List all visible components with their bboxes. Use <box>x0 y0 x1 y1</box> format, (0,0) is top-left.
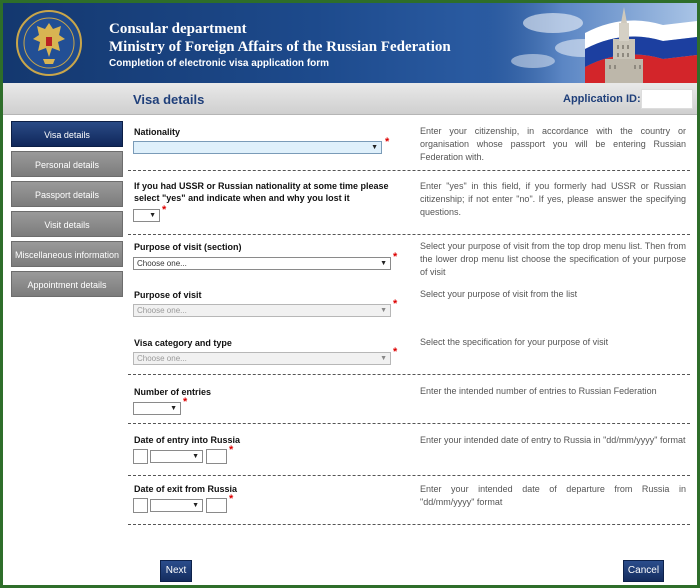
visa-category-label: Visa category and type <box>134 338 232 348</box>
visa-category-help: Select the specification for your purpose of visit <box>420 337 609 347</box>
purpose-section-label: Purpose of visit (section) <box>134 242 242 252</box>
required-marker: * <box>183 396 188 408</box>
required-marker: * <box>393 346 398 358</box>
required-marker: * <box>229 444 234 456</box>
nationality-help: Enter your citizenship, in accordance with the country or organisation whose passport you will be entering Russian Federation with. <box>420 126 686 162</box>
chevron-down-icon: ▼ <box>170 405 177 412</box>
purpose-select[interactable] <box>133 304 391 317</box>
ussr-nationality-help: Enter "yes" in this field, if you formerly had USSR or Russian citizenship; if not enter "no". If yes, please answer the specifying questions. <box>420 181 686 217</box>
header-subtitle: Completion of electronic visa application form <box>109 58 330 69</box>
entry-date-label: Date of entry into Russia <box>134 435 241 445</box>
application-id-label: Application ID: <box>563 93 641 105</box>
purpose-section-select[interactable] <box>133 257 391 270</box>
application-id-field <box>641 89 693 109</box>
chevron-down-icon: ▼ <box>192 502 199 509</box>
nationality-select[interactable] <box>133 141 382 154</box>
ussr-nationality-select[interactable] <box>133 209 160 222</box>
exit-date-help: Enter your intended date of departure from Russia in "dd/mm/yyyy" format <box>420 484 686 507</box>
purpose-group <box>128 235 690 375</box>
ministry-emblem-icon <box>15 9 83 77</box>
exit-day-input[interactable] <box>133 498 148 513</box>
purpose-section-value: Choose one... <box>137 259 187 268</box>
required-marker: * <box>229 493 234 505</box>
chevron-down-icon: ▼ <box>380 355 387 362</box>
purpose-value: Choose one... <box>137 306 187 315</box>
sidebar-item-visit-details[interactable]: Visit details <box>11 211 123 237</box>
exit-date-label: Date of exit from Russia <box>134 484 238 494</box>
entry-month-select[interactable] <box>150 450 203 463</box>
chevron-down-icon: ▼ <box>380 307 387 314</box>
cancel-button[interactable]: Cancel <box>623 560 664 582</box>
nationality-label: Nationality <box>134 127 181 137</box>
required-marker: * <box>393 298 398 310</box>
sidebar-item-visa-details[interactable]: Visa details <box>11 121 123 147</box>
sidebar-nav <box>11 121 123 301</box>
sidebar-item-appointment-details[interactable]: Appointment details <box>11 271 123 297</box>
purpose-help: Select your purpose of visit from the list <box>420 289 578 299</box>
site-header <box>3 3 697 83</box>
chevron-down-icon: ▼ <box>371 144 378 151</box>
header-ministry: Ministry of Foreign Affairs of the Russian Federation <box>109 39 451 55</box>
required-marker: * <box>393 251 398 263</box>
number-of-entries-row <box>128 375 690 424</box>
title-bar <box>3 83 697 115</box>
nationality-row <box>128 118 690 171</box>
chevron-down-icon: ▼ <box>380 260 387 267</box>
number-of-entries-label: Number of entries <box>134 387 212 397</box>
header-flag-and-building-image <box>473 3 697 83</box>
purpose-section-help: Select your purpose of visit from the top drop menu list. Then from the lower drop menu list choose the specification of your purpose of visit <box>420 241 686 277</box>
sidebar-item-passport-details[interactable]: Passport details <box>11 181 123 207</box>
exit-month-select[interactable] <box>150 499 203 512</box>
visa-category-select[interactable] <box>133 352 391 365</box>
chevron-down-icon: ▼ <box>192 453 199 460</box>
exit-date-row <box>128 476 690 525</box>
purpose-label: Purpose of visit <box>134 290 202 300</box>
sidebar-item-personal-details[interactable]: Personal details <box>11 151 123 177</box>
number-of-entries-help: Enter the intended number of entries to Russian Federation <box>420 386 657 396</box>
entry-date-help: Enter your intended date of entry to Russia in "dd/mm/yyyy" format <box>420 435 686 445</box>
required-marker: * <box>385 136 390 148</box>
chevron-down-icon: ▼ <box>149 212 156 219</box>
next-button[interactable]: Next <box>160 560 192 582</box>
header-department: Consular department <box>109 21 247 37</box>
entry-year-input[interactable] <box>206 449 227 464</box>
required-marker: * <box>162 204 167 216</box>
sidebar-item-miscellaneous-information[interactable]: Miscellaneous information <box>11 241 123 267</box>
visa-category-value: Choose one... <box>137 354 187 363</box>
number-of-entries-select[interactable] <box>133 402 181 415</box>
ussr-nationality-row <box>128 171 690 235</box>
entry-day-input[interactable] <box>133 449 148 464</box>
exit-year-input[interactable] <box>206 498 227 513</box>
entry-date-row <box>128 424 690 476</box>
ussr-nationality-label: If you had USSR or Russian nationality at some time please select "yes" and indicate when and why you lost it <box>134 181 389 203</box>
page-title: Visa details <box>133 92 205 107</box>
